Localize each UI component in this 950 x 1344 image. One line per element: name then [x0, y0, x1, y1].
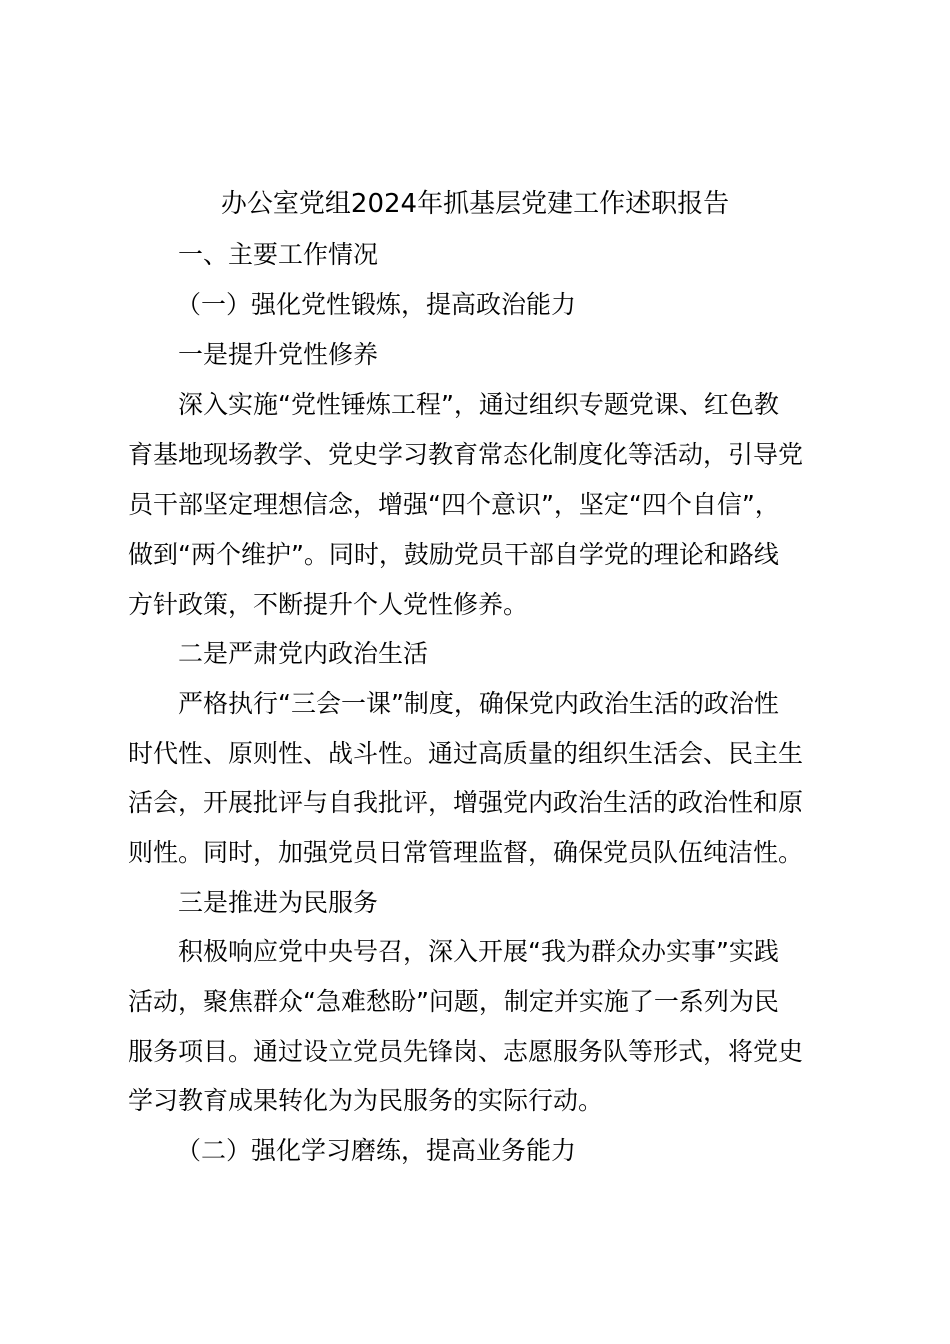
paragraph-line: 则性。同时，加强党员日常管理监督，确保党员队伍纯洁性。 [128, 838, 804, 867]
paragraph-line: 做到“两个维护”。同时，鼓励党员干部自学党的理论和路线 [128, 540, 779, 569]
paragraph-line: 积极响应党中央号召，深入开展“我为群众办实事”实践 [178, 937, 779, 966]
subsection-heading: （一）强化党性锻炼，提高政治能力 [176, 290, 577, 319]
paragraph-line: 严格执行“三会一课”制度，确保党内政治生活的政治性 [178, 689, 779, 718]
paragraph-line: 学习教育成果转化为为民服务的实际行动。 [128, 1086, 604, 1115]
item-heading: 二是严肃党内政治生活 [178, 639, 429, 668]
paragraph-line: 时代性、原则性、战斗性。通过高质量的组织生活会、民主生 [128, 739, 804, 768]
paragraph-line: 方针政策，不断提升个人党性修养。 [128, 590, 529, 619]
paragraph-line: 活会，开展批评与自我批评，增强党内政治生活的政治性和原 [128, 788, 804, 817]
paragraph-line: 员干部坚定理想信念，增强“四个意识”，坚定“四个自信”， [128, 490, 780, 519]
item-heading: 一是提升党性修养 [178, 340, 379, 369]
subsection-heading: （二）强化学习磨练，提高业务能力 [176, 1136, 577, 1165]
section-heading: 一、主要工作情况 [178, 240, 379, 269]
paragraph-line: 活动，聚焦群众“急难愁盼”问题，制定并实施了一系列为民 [128, 987, 779, 1016]
paragraph-line: 深入实施“党性锤炼工程”，通过组织专题党课、红色教 [178, 390, 779, 419]
paragraph-line: 服务项目。通过设立党员先锋岗、志愿服务队等形式，将党史 [128, 1037, 804, 1066]
paragraph-line: 育基地现场教学、党史学习教育常态化制度化等活动，引导党 [128, 440, 804, 469]
document-title: 办公室党组2024年抓基层党建工作述职报告 [220, 189, 730, 219]
item-heading: 三是推进为民服务 [178, 888, 379, 917]
